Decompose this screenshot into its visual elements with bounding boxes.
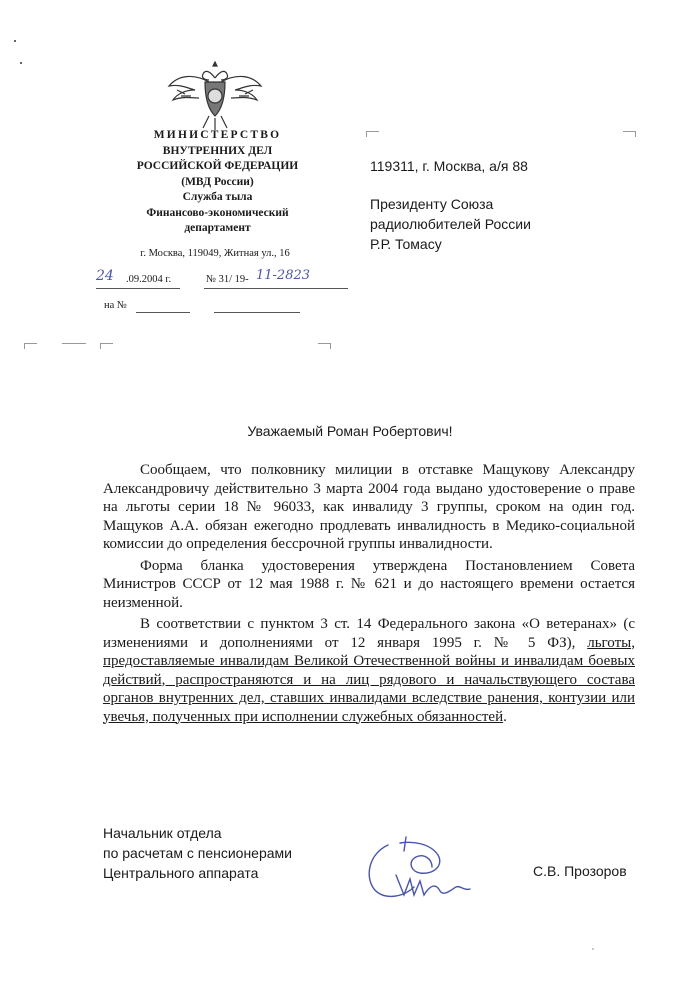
- ministry-line: МИНИСТЕРСТВО: [153, 129, 282, 141]
- reply-to-underline: [214, 312, 300, 313]
- salutation: Уважаемый Роман Робертович!: [247, 423, 453, 439]
- recipient-line: Президенту Союза: [370, 196, 494, 212]
- corner-mark: [318, 343, 331, 349]
- date-printed: .09.2004 г.: [126, 274, 172, 285]
- paragraph-2: Форма бланка удостоверения утверждена Постановлением Совета Министров СССР от 12 мая 1988 г. № 621 и до настоящего времени остается неизменной.: [103, 557, 635, 611]
- ministry-line: РОССИЙСКОЙ ФЕДЕРАЦИИ: [136, 160, 299, 172]
- ministry-line: ВНУТРЕННИХ ДЕЛ: [162, 144, 273, 157]
- signatory-title-line: Центрального аппарата: [103, 865, 259, 881]
- scan-dot: [592, 948, 594, 950]
- ministry-line: Служба тыла: [182, 191, 253, 203]
- signatory-title-line: по расчетам с пенсионерами: [103, 845, 292, 861]
- number-printed: № 31/ 19-: [206, 274, 249, 285]
- letter-body: [103, 461, 635, 729]
- paragraph-3-plain: В соответствии с пунктом 3 ст. 14 Федерального закона «О ветеранах» (с изменениями и дополнениями от 12 января 1995 г. № 5 ФЗ),: [103, 616, 635, 651]
- date-handwritten: 24: [96, 268, 114, 284]
- paragraph-3-end: .: [503, 708, 507, 725]
- corner-mark: [100, 343, 113, 349]
- scan-dot: [14, 40, 16, 42]
- signatory-name: С.В. Прозоров: [533, 863, 627, 879]
- ministry-line: Финансово-экономический: [146, 206, 289, 219]
- date-number-line: [96, 268, 356, 292]
- scan-dot: [20, 62, 22, 64]
- sender-address: г. Москва, 119049, Житная ул., 16: [140, 248, 290, 259]
- recipient-line: радиолюбителей России: [370, 216, 531, 232]
- ministry-line: (МВД России): [181, 175, 254, 188]
- handwritten-signature-icon: [360, 835, 490, 905]
- corner-mark: [62, 343, 86, 349]
- signatory-title: [103, 823, 292, 883]
- ministry-header: [95, 128, 340, 237]
- recipient-line: Р.Р. Томасу: [370, 236, 442, 252]
- paragraph-1: Сообщаем, что полковнику милиции в отставке Мащукову Александру Александровичу действительно 3 марта 2004 года выдано удостоверение о праве на льготы серии 18 № 96033, как инвалиду 3 группы, сроком на один год. Мащуков А.А. обязан ежегодно продлевать инвалидность в Медико-социальной комиссии до определения бессрочной группы инвалидности.: [103, 462, 635, 552]
- reply-to-label: на №: [104, 300, 127, 311]
- corner-mark: [24, 343, 37, 349]
- recipient-address: 119311, г. Москва, а/я 88: [370, 158, 528, 174]
- corner-mark: [366, 131, 379, 137]
- paragraph-3-underlined: льготы, предоставляемые инвалидам Великой Отечественной войны и инвалидам боевых действий, распространяются и на лиц рядового и начальствующего состава органов внутренних дел, ставших инвалидами вследствие ранения, контузии или увечья, полученных при исполнении служебных обязанностей: [103, 634, 635, 725]
- number-handwritten: 11-2823: [256, 268, 311, 283]
- signatory-title-line: Начальник отдела: [103, 825, 222, 841]
- ministry-line: департамент: [184, 222, 251, 234]
- corner-mark: [623, 131, 636, 137]
- reply-to-underline: [136, 312, 190, 313]
- paragraph-3: [103, 615, 635, 726]
- recipient-block: [370, 194, 531, 254]
- eagle-emblem-icon: [165, 60, 265, 132]
